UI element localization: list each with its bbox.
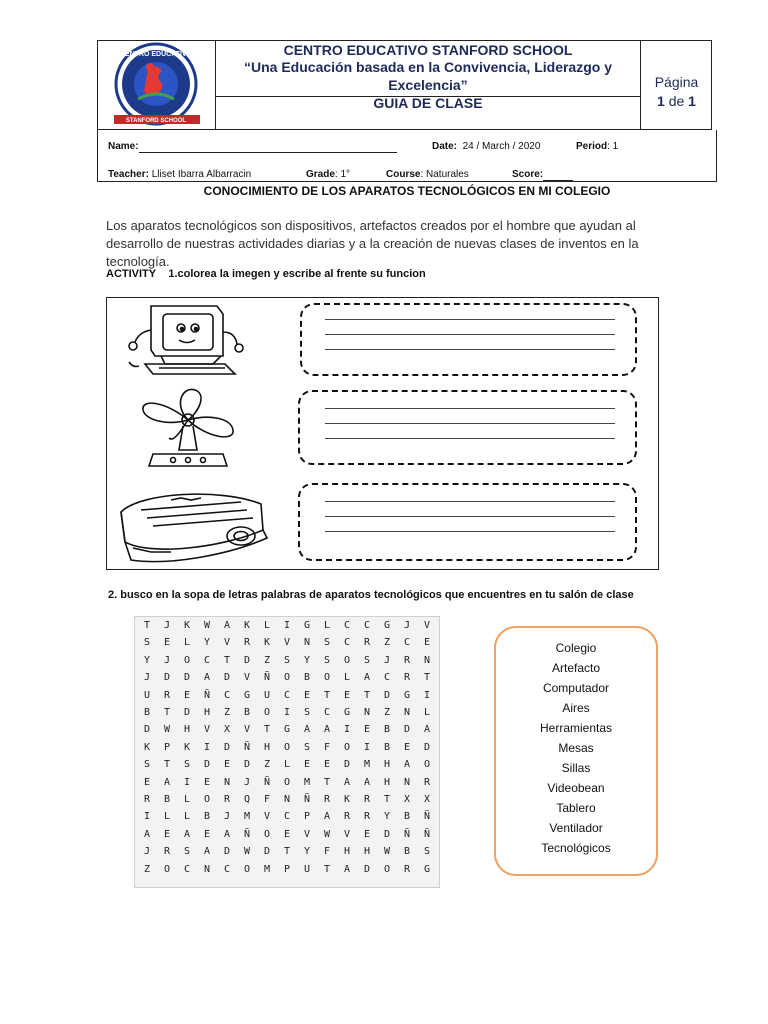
- course-label: Course: [386, 169, 421, 180]
- grid-letter[interactable]: D: [243, 759, 251, 771]
- grid-letter[interactable]: G: [383, 620, 391, 631]
- logo-text-bottom: STANFORD SCHOOL: [125, 118, 187, 124]
- grid-letter[interactable]: A: [203, 846, 211, 858]
- grid-letter[interactable]: O: [283, 741, 291, 753]
- grid-letter[interactable]: E: [303, 689, 311, 701]
- grid-letter[interactable]: H: [343, 846, 351, 858]
- word-list-item: Mesas: [558, 741, 594, 755]
- grid-letter[interactable]: E: [223, 759, 231, 771]
- grid-letter[interactable]: T: [163, 759, 171, 771]
- grid-letter[interactable]: X: [423, 794, 431, 805]
- grid-letter[interactable]: J: [143, 672, 151, 684]
- answer-line: [325, 501, 615, 502]
- grid-letter[interactable]: D: [343, 759, 351, 771]
- grid-letter[interactable]: O: [423, 759, 431, 771]
- page-of: de: [668, 93, 685, 109]
- answer-box-2[interactable]: [298, 390, 637, 465]
- grid-letter[interactable]: H: [383, 759, 391, 771]
- guide-title: GUIA DE CLASE: [373, 95, 483, 111]
- grid-letter[interactable]: D: [143, 724, 151, 736]
- grid-letter[interactable]: J: [243, 776, 251, 788]
- grid-letter[interactable]: D: [383, 689, 391, 701]
- grid-letter[interactable]: E: [343, 689, 351, 701]
- page-cell: [640, 41, 712, 129]
- grade-value: : 1°: [334, 169, 351, 180]
- score-label: Score:: [512, 169, 544, 180]
- grid-letter[interactable]: L: [183, 811, 191, 823]
- grid-letter[interactable]: C: [403, 637, 411, 649]
- teacher-label: Teacher:: [108, 169, 149, 180]
- grid-letter[interactable]: R: [243, 637, 251, 649]
- grid-letter[interactable]: M: [243, 811, 251, 823]
- word-list-item: Tablero: [556, 801, 596, 815]
- grid-letter[interactable]: L: [263, 620, 271, 631]
- grid-letter[interactable]: S: [143, 637, 151, 649]
- grid-letter[interactable]: Z: [143, 863, 151, 875]
- grid-letter[interactable]: N: [303, 637, 311, 649]
- grid-letter[interactable]: T: [323, 689, 331, 701]
- grid-letter[interactable]: R: [363, 637, 371, 649]
- grid-letter[interactable]: O: [183, 654, 191, 666]
- grid-letter[interactable]: C: [203, 654, 211, 666]
- grid-letter[interactable]: B: [403, 811, 411, 823]
- grid-letter[interactable]: E: [163, 637, 171, 649]
- grid-letter[interactable]: Ñ: [203, 689, 211, 701]
- grid-letter[interactable]: N: [403, 776, 411, 788]
- logo-text-top: CENTRO EDUCATIVO: [119, 51, 193, 58]
- grid-letter[interactable]: D: [243, 654, 251, 666]
- name-line[interactable]: [139, 141, 397, 153]
- grid-letter[interactable]: S: [143, 759, 151, 771]
- grid-letter[interactable]: M: [303, 776, 311, 788]
- grid-letter[interactable]: Ñ: [263, 776, 271, 788]
- grid-letter[interactable]: S: [423, 846, 431, 858]
- grid-letter[interactable]: A: [363, 672, 371, 684]
- answer-line: [325, 438, 615, 439]
- grid-letter[interactable]: X: [403, 794, 411, 805]
- page-label: Página: [654, 74, 699, 90]
- grid-letter[interactable]: S: [363, 654, 371, 666]
- grid-letter[interactable]: H: [263, 741, 271, 753]
- grid-letter[interactable]: X: [223, 724, 231, 736]
- projector-icon: [111, 482, 271, 566]
- word-list-item: Tecnológicos: [541, 841, 611, 855]
- grid-letter[interactable]: B: [243, 707, 251, 718]
- grid-letter[interactable]: A: [203, 672, 211, 684]
- grid-letter[interactable]: D: [183, 707, 191, 718]
- grid-letter[interactable]: L: [423, 707, 431, 718]
- activity-frame: [106, 297, 659, 570]
- grid-letter[interactable]: K: [143, 741, 151, 753]
- period-value: : 1: [607, 141, 619, 152]
- grid-letter[interactable]: M: [263, 863, 271, 875]
- grid-letter[interactable]: B: [143, 707, 151, 718]
- grid-letter[interactable]: B: [383, 724, 391, 736]
- grid-letter[interactable]: J: [383, 654, 391, 666]
- grid-letter[interactable]: L: [283, 759, 291, 771]
- grid-letter[interactable]: J: [223, 811, 231, 823]
- period-field: [576, 141, 618, 152]
- grid-letter[interactable]: W: [163, 724, 171, 736]
- grid-letter[interactable]: I: [143, 811, 151, 823]
- grid-letter[interactable]: A: [163, 776, 171, 788]
- activity-heading: [106, 268, 426, 280]
- grid-letter[interactable]: D: [423, 741, 431, 753]
- grid-letter[interactable]: P: [283, 863, 291, 875]
- grid-letter[interactable]: S: [323, 654, 331, 666]
- grid-letter[interactable]: J: [143, 846, 151, 858]
- grid-letter[interactable]: O: [163, 863, 171, 875]
- computer-icon: [125, 302, 250, 378]
- grid-letter[interactable]: O: [283, 776, 291, 788]
- worksheet-title: CONOCIMIENTO DE LOS APARATOS TECNOLÓGICOS EN MI COLEGIO: [203, 184, 611, 198]
- grid-letter[interactable]: N: [223, 776, 231, 788]
- grid-letter[interactable]: B: [403, 846, 411, 858]
- grid-letter[interactable]: N: [423, 654, 431, 666]
- grid-letter[interactable]: J: [163, 620, 171, 631]
- grid-letter[interactable]: S: [303, 741, 311, 753]
- grid-letter[interactable]: S: [183, 846, 191, 858]
- date-field: [432, 141, 540, 152]
- grid-letter[interactable]: S: [323, 637, 331, 649]
- grid-letter[interactable]: O: [343, 741, 351, 753]
- grid-letter[interactable]: R: [363, 794, 371, 805]
- student-info-box: [97, 130, 717, 182]
- grid-letter[interactable]: R: [423, 776, 431, 788]
- grid-letter[interactable]: Ñ: [263, 672, 271, 684]
- grid-letter[interactable]: I: [343, 724, 351, 736]
- grid-letter[interactable]: M: [363, 759, 371, 771]
- grid-letter[interactable]: D: [403, 724, 411, 736]
- grid-letter[interactable]: O: [323, 672, 331, 684]
- score-line[interactable]: [543, 169, 573, 181]
- grid-letter[interactable]: T: [323, 863, 331, 875]
- grid-letter[interactable]: G: [303, 620, 311, 631]
- grid-letter[interactable]: N: [363, 707, 371, 718]
- grid-letter[interactable]: S: [303, 707, 311, 718]
- grid-letter[interactable]: H: [203, 707, 211, 718]
- word-list-item: Herramientas: [539, 721, 613, 735]
- answer-box-3[interactable]: [298, 483, 637, 561]
- grid-letter[interactable]: O: [383, 863, 391, 875]
- grid-letter[interactable]: R: [143, 794, 151, 805]
- date-value: 24 / March / 2020: [462, 141, 541, 152]
- grid-letter[interactable]: D: [203, 759, 211, 771]
- grid-letter[interactable]: V: [423, 620, 431, 631]
- grid-letter[interactable]: Y: [383, 811, 391, 823]
- grid-letter[interactable]: R: [403, 863, 411, 875]
- grid-letter[interactable]: B: [383, 741, 391, 753]
- page-total: 1: [688, 93, 696, 109]
- grid-letter[interactable]: A: [403, 759, 411, 771]
- grid-letter[interactable]: C: [383, 672, 391, 684]
- teacher-value: Lliset Ibarra Albarracin: [151, 169, 252, 180]
- answer-line: [325, 531, 615, 532]
- grid-letter[interactable]: G: [403, 689, 411, 701]
- grid-letter[interactable]: V: [203, 724, 211, 736]
- grid-letter[interactable]: I: [283, 620, 291, 631]
- grid-letter[interactable]: A: [343, 776, 351, 788]
- grid-letter[interactable]: E: [163, 828, 171, 840]
- grid-letter[interactable]: F: [323, 846, 331, 858]
- grid-letter[interactable]: E: [203, 828, 211, 840]
- score-field[interactable]: [512, 169, 573, 181]
- grid-letter[interactable]: R: [343, 811, 351, 823]
- grid-letter[interactable]: E: [203, 776, 211, 788]
- grid-letter[interactable]: K: [183, 741, 191, 753]
- grid-letter[interactable]: S: [183, 759, 191, 771]
- grid-letter[interactable]: U: [263, 689, 271, 701]
- word-list-item: Computador: [542, 681, 610, 695]
- grid-letter[interactable]: G: [243, 689, 251, 701]
- grid-letter[interactable]: A: [423, 724, 431, 736]
- answer-line: [325, 319, 615, 320]
- grid-letter[interactable]: T: [423, 672, 431, 684]
- grid-letter[interactable]: C: [363, 620, 371, 631]
- grid-letter[interactable]: Z: [263, 759, 271, 771]
- grid-letter[interactable]: G: [343, 707, 351, 718]
- date-label: Date:: [432, 141, 458, 152]
- grid-letter[interactable]: L: [163, 811, 171, 823]
- answer-line: [325, 516, 615, 517]
- grid-letter[interactable]: T: [283, 846, 291, 858]
- word-list-box: [494, 626, 658, 876]
- answer-box-1[interactable]: [300, 303, 637, 376]
- grid-letter[interactable]: Z: [383, 637, 391, 649]
- grid-letter[interactable]: C: [283, 689, 291, 701]
- page-number: [641, 93, 712, 109]
- grid-letter[interactable]: I: [423, 689, 431, 701]
- grid-letter[interactable]: L: [343, 672, 351, 684]
- grid-letter[interactable]: C: [343, 637, 351, 649]
- grid-letter[interactable]: Y: [143, 654, 151, 666]
- question-2: 2. busco en la sopa de letras palabras de aparatos tecnológicos que encuentres en tu salón de clase: [108, 589, 634, 601]
- grid-letter[interactable]: W: [243, 846, 251, 858]
- name-field[interactable]: [108, 141, 397, 153]
- grid-letter[interactable]: A: [223, 828, 231, 840]
- grid-letter[interactable]: E: [303, 759, 311, 771]
- grid-letter[interactable]: O: [283, 672, 291, 684]
- grid-letter[interactable]: Z: [383, 707, 391, 718]
- grid-letter[interactable]: E: [363, 828, 371, 840]
- grid-letter[interactable]: O: [243, 863, 251, 875]
- grid-letter[interactable]: A: [363, 776, 371, 788]
- grid-letter[interactable]: D: [163, 672, 171, 684]
- grid-letter[interactable]: C: [323, 707, 331, 718]
- grid-letter[interactable]: G: [423, 863, 431, 875]
- grid-letter[interactable]: T: [263, 724, 271, 736]
- grid-letter[interactable]: O: [343, 654, 351, 666]
- grid-letter[interactable]: D: [383, 828, 391, 840]
- grid-letter[interactable]: D: [223, 672, 231, 684]
- grid-letter[interactable]: R: [163, 846, 171, 858]
- grid-letter[interactable]: A: [303, 724, 311, 736]
- grid-letter[interactable]: T: [143, 620, 151, 631]
- fan-icon: [133, 384, 243, 472]
- grid-letter[interactable]: S: [283, 654, 291, 666]
- grid-letter[interactable]: O: [263, 707, 271, 718]
- grid-letter[interactable]: C: [283, 811, 291, 823]
- grid-letter[interactable]: K: [263, 637, 271, 649]
- grid-letter[interactable]: I: [283, 707, 291, 718]
- grid-letter[interactable]: Ñ: [243, 741, 251, 753]
- grid-letter[interactable]: L: [183, 794, 191, 805]
- grid-letter[interactable]: Y: [303, 846, 311, 858]
- activity-instruction: 1.colorea la imegen y escribe al frente su funcion: [168, 268, 426, 280]
- grid-letter[interactable]: K: [243, 620, 251, 631]
- grid-letter[interactable]: C: [183, 863, 191, 875]
- grid-letter[interactable]: D: [223, 741, 231, 753]
- grid-letter[interactable]: O: [203, 794, 211, 805]
- grid-letter[interactable]: E: [423, 637, 431, 649]
- grid-letter[interactable]: I: [363, 741, 371, 753]
- grid-letter[interactable]: C: [343, 620, 351, 631]
- grid-letter[interactable]: E: [143, 776, 151, 788]
- word-list-item: Sillas: [561, 761, 591, 775]
- grid-letter[interactable]: E: [323, 759, 331, 771]
- grid-letter[interactable]: T: [363, 689, 371, 701]
- grade-field: [306, 169, 350, 180]
- grid-letter[interactable]: U: [143, 689, 151, 701]
- grid-letter[interactable]: V: [343, 828, 351, 840]
- grid-letter[interactable]: Q: [243, 794, 251, 805]
- teacher-field: [108, 169, 251, 180]
- grid-letter[interactable]: W: [383, 846, 391, 858]
- grid-letter[interactable]: A: [323, 811, 331, 823]
- grid-letter[interactable]: R: [403, 672, 411, 684]
- grid-letter[interactable]: V: [243, 724, 251, 736]
- grid-letter[interactable]: J: [163, 654, 171, 666]
- grid-letter[interactable]: H: [363, 846, 371, 858]
- grid-letter[interactable]: Ñ: [423, 811, 431, 823]
- grid-letter[interactable]: V: [223, 637, 231, 649]
- grid-letter[interactable]: T: [223, 654, 231, 666]
- answer-line: [325, 408, 615, 409]
- grid-letter[interactable]: W: [323, 828, 331, 840]
- word-list-item: Videobean: [547, 781, 605, 795]
- grid-letter[interactable]: Ñ: [243, 828, 251, 840]
- grid-letter[interactable]: E: [283, 828, 291, 840]
- answer-line: [325, 334, 615, 335]
- word-list-item: Aires: [562, 701, 590, 715]
- grid-letter[interactable]: G: [283, 724, 291, 736]
- grid-letter[interactable]: C: [223, 863, 231, 875]
- grid-letter[interactable]: A: [323, 724, 331, 736]
- course-value: : Naturales: [420, 169, 469, 180]
- school-logo: [98, 41, 215, 129]
- grid-letter[interactable]: P: [303, 811, 311, 823]
- grid-letter[interactable]: V: [263, 811, 271, 823]
- word-list-item: Ventilador: [549, 821, 603, 835]
- word-search-grid[interactable]: [134, 616, 440, 888]
- grid-letter[interactable]: U: [303, 863, 311, 875]
- answer-line: [325, 423, 615, 424]
- grid-letter[interactable]: D: [263, 846, 271, 858]
- period-label: Period: [576, 141, 608, 152]
- word-list-item: Colegio: [555, 641, 597, 655]
- grid-letter[interactable]: I: [183, 776, 191, 788]
- grid-letter[interactable]: Z: [223, 707, 231, 718]
- grid-letter[interactable]: I: [203, 741, 211, 753]
- grid-letter[interactable]: R: [403, 654, 411, 666]
- grid-letter[interactable]: T: [323, 776, 331, 788]
- grid-letter[interactable]: A: [183, 828, 191, 840]
- grid-letter[interactable]: E: [363, 724, 371, 736]
- grid-letter[interactable]: N: [283, 794, 291, 805]
- word-list-item: Artefacto: [551, 661, 601, 675]
- grid-letter[interactable]: D: [223, 846, 231, 858]
- grid-letter[interactable]: D: [183, 672, 191, 684]
- course-field: [386, 169, 469, 180]
- grid-letter[interactable]: T: [163, 707, 171, 718]
- grid-letter[interactable]: L: [323, 620, 331, 631]
- grid-letter[interactable]: R: [163, 689, 171, 701]
- grid-letter[interactable]: K: [343, 794, 351, 805]
- grid-letter[interactable]: W: [203, 620, 211, 631]
- grid-letter[interactable]: V: [243, 672, 251, 684]
- grid-letter[interactable]: B: [303, 672, 311, 684]
- grid-letter[interactable]: D: [363, 863, 371, 875]
- grid-letter[interactable]: V: [283, 637, 291, 649]
- grid-letter[interactable]: K: [183, 620, 191, 631]
- grid-letter[interactable]: H: [183, 724, 191, 736]
- grid-letter[interactable]: Y: [203, 637, 211, 649]
- grid-letter[interactable]: P: [163, 741, 171, 753]
- grid-letter[interactable]: E: [403, 741, 411, 753]
- school-name: CENTRO EDUCATIVO STANFORD SCHOOL: [283, 42, 573, 58]
- grid-letter[interactable]: B: [163, 794, 171, 805]
- grid-letter[interactable]: J: [403, 620, 411, 631]
- grid-letter[interactable]: N: [203, 863, 211, 875]
- header-table: [97, 40, 712, 130]
- grid-letter[interactable]: Z: [263, 654, 271, 666]
- grid-letter[interactable]: H: [383, 776, 391, 788]
- answer-line: [325, 349, 615, 350]
- grid-letter[interactable]: E: [183, 689, 191, 701]
- guide-cell: [216, 41, 640, 129]
- grid-letter[interactable]: N: [403, 707, 411, 718]
- grid-letter[interactable]: B: [203, 811, 211, 823]
- logo-cell: [98, 41, 216, 129]
- grid-letter[interactable]: A: [223, 620, 231, 631]
- name-label: Name:: [108, 141, 139, 152]
- grid-letter[interactable]: T: [383, 794, 391, 805]
- page-current: 1: [657, 93, 665, 109]
- grid-letter[interactable]: Y: [303, 654, 311, 666]
- intro-paragraph: Los aparatos tecnológicos son dispositivos, artefactos creados por el hombre que ayudan al desarrollo de nuestras actividades diarias y a la creación de nuevas clases de inventos en la tecnología.: [106, 218, 639, 269]
- grid-letter[interactable]: L: [183, 637, 191, 649]
- activity-label: ACTIVITY: [106, 268, 157, 280]
- grid-letter[interactable]: R: [323, 794, 331, 805]
- grid-letter[interactable]: A: [343, 863, 351, 875]
- grid-letter[interactable]: Ñ: [303, 794, 311, 805]
- grid-letter[interactable]: A: [143, 828, 151, 840]
- grid-letter[interactable]: O: [263, 828, 271, 840]
- grid-letter[interactable]: V: [303, 828, 311, 840]
- grid-letter[interactable]: C: [223, 689, 231, 701]
- grid-letter[interactable]: Ñ: [403, 828, 411, 840]
- grid-letter[interactable]: R: [223, 794, 231, 805]
- grid-letter[interactable]: F: [323, 741, 331, 753]
- grid-letter[interactable]: F: [263, 794, 271, 805]
- grade-label: Grade: [306, 169, 335, 180]
- grid-letter[interactable]: R: [363, 811, 371, 823]
- school-motto: “Una Educación basada en la Convivencia, Liderazgo y Excelencia”: [244, 59, 612, 93]
- grid-letter[interactable]: Ñ: [423, 828, 431, 840]
